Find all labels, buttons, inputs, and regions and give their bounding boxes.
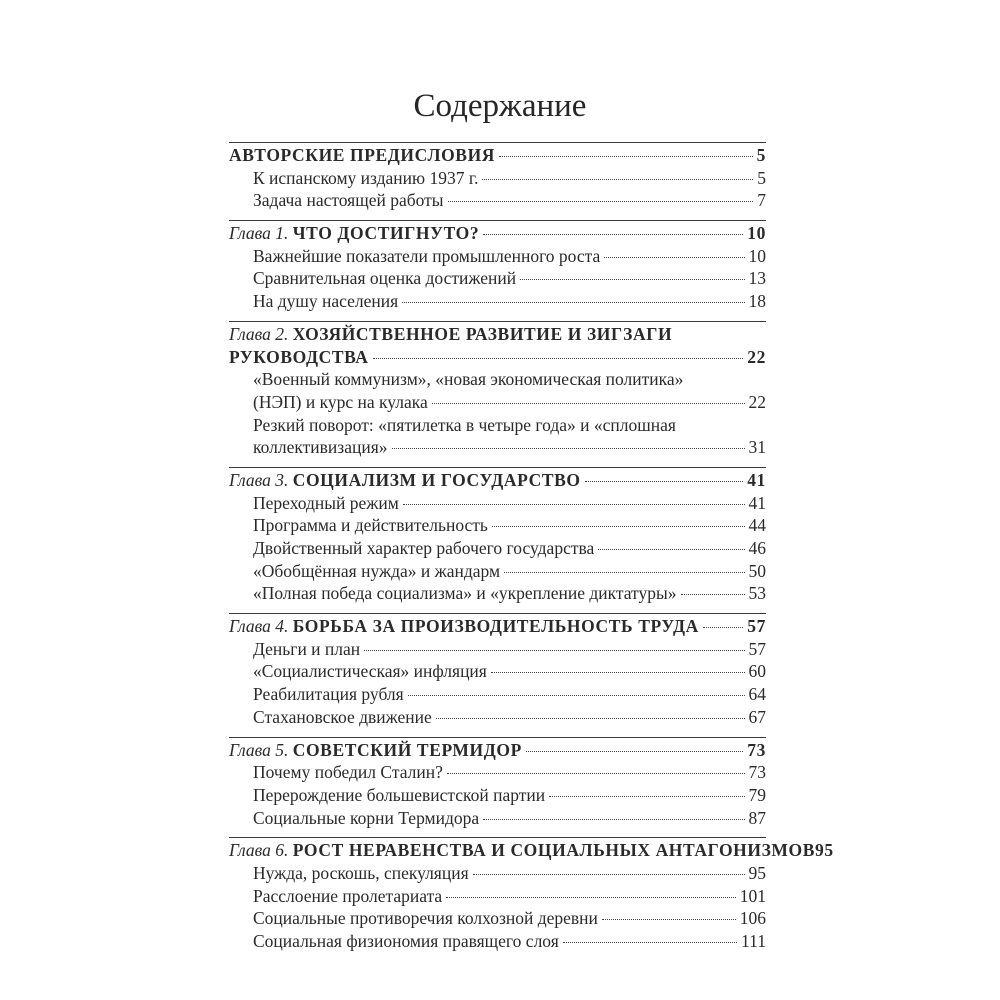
dot-leader (585, 481, 744, 482)
toc-item[interactable] (229, 436, 766, 459)
toc-entry-text (253, 683, 404, 706)
toc-entry-text (253, 290, 398, 313)
chapter-title: РУКОВОДСТВА (229, 346, 369, 367)
subsection-title: Расслоение пролетариата (253, 885, 443, 906)
page-number: 10 (747, 223, 766, 244)
subsection-title: (НЭП) и курс на кулака (253, 391, 428, 412)
page-number: 95 (815, 840, 834, 861)
subsection-title: Деньги и план (253, 638, 361, 659)
dot-leader (403, 504, 745, 505)
chapter-title: ХОЗЯЙСТВЕННОЕ РАЗВИТИЕ И ЗИГЗАГИ (292, 323, 673, 344)
toc-line (253, 706, 766, 729)
subsection-title: Переходный режим (253, 492, 399, 513)
subsection-title: Программа и действительность (253, 515, 488, 536)
dot-leader (483, 234, 743, 235)
toc-line (229, 615, 766, 638)
dot-leader (373, 358, 744, 359)
toc-entry-text (229, 222, 479, 245)
toc-heading[interactable] (229, 222, 766, 245)
toc-item[interactable] (229, 167, 766, 190)
dot-leader (447, 773, 745, 774)
toc-item[interactable] (229, 706, 766, 729)
toc-entry-text (253, 267, 516, 290)
toc-line (253, 683, 766, 706)
page-number: 87 (748, 807, 766, 828)
chapter-title: АВТОРСКИЕ ПРЕДИСЛОВИЯ (229, 145, 496, 165)
toc-section (229, 837, 834, 952)
toc-section (229, 467, 766, 605)
toc-item[interactable] (229, 660, 766, 683)
page-number: 95 (748, 862, 766, 883)
dot-leader (483, 819, 744, 820)
toc-entry-text (253, 167, 478, 190)
page-number: 60 (748, 661, 766, 682)
toc-item[interactable] (229, 638, 766, 661)
toc-entry-text (253, 907, 598, 930)
toc-entry-text (229, 739, 522, 762)
subsection-title: Сравнительная оценка достижений (253, 268, 517, 289)
toc-entry-text (229, 346, 369, 369)
toc-item[interactable] (229, 761, 766, 784)
subsection-title: К испанскому изданию 1937 г. (253, 167, 479, 188)
page-number: 5 (756, 145, 766, 165)
toc-item[interactable] (229, 930, 766, 953)
toc-heading[interactable] (229, 346, 766, 369)
page-number: 67 (748, 706, 766, 727)
page-number: 101 (739, 885, 766, 906)
dot-leader (432, 403, 745, 404)
dot-leader (402, 302, 744, 303)
toc-entry-text (253, 245, 600, 268)
toc-heading[interactable] (229, 144, 766, 167)
chapter-title: ЧТО ДОСТИГНУТО? (292, 223, 480, 244)
dot-leader (482, 179, 753, 180)
toc-line (229, 346, 766, 369)
toc-item[interactable] (229, 885, 766, 908)
page-number: 31 (748, 437, 766, 458)
toc-item[interactable] (229, 414, 766, 437)
page-number: 10 (748, 245, 766, 266)
dot-leader (504, 572, 744, 573)
subsection-title: Задача настоящей работы (253, 190, 444, 211)
page-number: 50 (748, 560, 766, 581)
chapter-number: Глава 4. (229, 616, 293, 637)
toc-line (253, 638, 766, 661)
page-title: Содержание (413, 88, 587, 124)
toc-line (253, 930, 766, 953)
toc-item[interactable] (229, 807, 766, 830)
toc-item[interactable] (229, 514, 766, 537)
toc-entry-text (229, 839, 815, 862)
toc-line (229, 469, 766, 492)
page-number: 111 (741, 931, 766, 951)
toc-heading[interactable] (229, 839, 834, 862)
toc-heading[interactable] (229, 615, 766, 638)
toc-entry-text (253, 492, 399, 515)
toc-item[interactable] (229, 290, 766, 313)
toc-line (229, 222, 766, 245)
toc-item[interactable] (229, 267, 766, 290)
toc-entry-text (253, 436, 388, 459)
toc-line (253, 761, 766, 784)
chapter-title: СОЦИАЛИЗМ И ГОСУДАРСТВО (292, 469, 581, 490)
toc-section (229, 142, 766, 212)
toc-line (253, 245, 766, 268)
toc-heading[interactable] (229, 323, 766, 346)
toc-line (253, 436, 766, 459)
chapter-number: Глава 6. (229, 840, 293, 861)
dot-leader (681, 594, 745, 595)
toc-item[interactable] (229, 492, 766, 515)
toc-line (253, 885, 766, 908)
toc-section (229, 737, 766, 830)
toc-line (253, 290, 766, 313)
dot-leader (491, 672, 745, 673)
toc-entry-text (253, 368, 683, 391)
subsection-title: Почему победил Сталин? (253, 762, 443, 783)
toc-section (229, 321, 766, 459)
subsection-title: «Социалистическая» инфляция (253, 661, 487, 682)
chapter-number: Глава 1. (229, 223, 293, 244)
chapter-number: Глава 2. (229, 323, 293, 344)
toc-item[interactable] (229, 582, 766, 605)
page-number: 13 (748, 268, 766, 289)
toc-entry-text (253, 807, 479, 830)
subsection-title: Нужда, роскошь, спекуляция (253, 862, 469, 883)
chapter-title: СОВЕТСКИЙ ТЕРМИДОР (292, 739, 522, 760)
page-number: 64 (748, 684, 766, 705)
page-number: 5 (757, 167, 766, 188)
toc-section (229, 220, 766, 313)
toc-line (253, 560, 766, 583)
toc-line (253, 189, 766, 212)
toc-item[interactable] (229, 784, 766, 807)
toc-entry-text (253, 189, 444, 212)
page-number: 22 (747, 346, 766, 367)
subsection-title: Резкий поворот: «пятилетка в четыре года» и «сплошная (253, 414, 676, 435)
dot-leader (392, 448, 745, 449)
toc-line (229, 144, 766, 167)
toc-entry-text (253, 414, 676, 437)
toc-entry-text (253, 761, 443, 784)
chapter-number: Глава 3. (229, 469, 293, 490)
toc-line (229, 323, 766, 346)
toc-entry-text (229, 323, 672, 346)
toc-entry-text (253, 706, 432, 729)
dot-leader (446, 897, 736, 898)
toc-entry-text (229, 469, 581, 492)
page-number: 53 (748, 583, 766, 604)
toc-item[interactable] (229, 683, 766, 706)
page-number: 73 (747, 739, 766, 760)
toc-item[interactable] (229, 862, 766, 885)
toc-line (253, 514, 766, 537)
dot-leader (598, 549, 744, 550)
chapter-title: РОСТ НЕРАВЕНСТВА И СОЦИАЛЬНЫХ АНТАГОНИЗМОВ (292, 840, 816, 861)
page-number: 79 (748, 784, 766, 805)
subsection-title: Реабилитация рубля (253, 684, 404, 705)
page-number: 106 (739, 908, 766, 929)
dot-leader (364, 650, 744, 651)
page-number: 41 (747, 469, 766, 490)
subsection-title: Перерождение большевистской партии (253, 784, 546, 805)
dot-leader (549, 796, 744, 797)
table-of-contents (229, 142, 834, 961)
subsection-title: «Обобщённая нужда» и жандарм (253, 560, 501, 581)
subsection-title: «Полная победа социализма» и «укрепление диктатуры» (253, 583, 677, 604)
page-number: 57 (747, 616, 766, 637)
subsection-title: Стахановское движение (253, 706, 432, 727)
subsection-title: Социальные корни Термидора (253, 807, 480, 828)
page-number: 57 (748, 638, 766, 659)
toc-item[interactable] (229, 189, 766, 212)
toc-entry-text (253, 660, 487, 683)
dot-leader (448, 201, 754, 202)
toc-entry-text (253, 537, 594, 560)
page-number: 41 (748, 492, 766, 513)
toc-entry-text (229, 144, 495, 167)
toc-entry-text (253, 514, 488, 537)
toc-line (253, 391, 766, 414)
chapter-title: БОРЬБА ЗА ПРОИЗВОДИТЕЛЬНОСТЬ ТРУДА (292, 616, 699, 637)
subsection-title: Социальные противоречия колхозной деревни (253, 908, 598, 929)
dot-leader (408, 695, 745, 696)
page-number: 73 (748, 762, 766, 783)
toc-entry-text (253, 930, 559, 953)
toc-entry-text (253, 391, 428, 414)
toc-heading[interactable] (229, 469, 766, 492)
toc-entry-text (253, 862, 469, 885)
toc-item[interactable] (229, 245, 766, 268)
toc-item[interactable] (229, 560, 766, 583)
toc-entry-text (253, 885, 442, 908)
page-number: 18 (748, 291, 766, 312)
toc-entry-text (253, 638, 360, 661)
toc-line (253, 807, 766, 830)
toc-line (229, 739, 766, 762)
toc-line (253, 862, 766, 885)
page-number: 44 (748, 515, 766, 536)
toc-line (253, 267, 766, 290)
dot-leader (563, 942, 737, 943)
toc-entry-text (253, 582, 677, 605)
toc-line (253, 907, 766, 930)
dot-leader (492, 526, 745, 527)
toc-heading[interactable] (229, 739, 766, 762)
toc-line (253, 492, 766, 515)
subsection-title: Важнейшие показатели промышленного роста (253, 245, 601, 266)
dot-leader (473, 874, 745, 875)
toc-entry-text (229, 615, 699, 638)
toc-entry-text (253, 784, 545, 807)
toc-line (253, 660, 766, 683)
dot-leader (604, 257, 744, 258)
dot-leader (703, 627, 743, 628)
toc-item[interactable] (229, 391, 766, 414)
subsection-title: «Военный коммунизм», «новая экономическая политика» (253, 369, 684, 390)
subsection-title: На душу населения (253, 291, 399, 312)
chapter-number: Глава 5. (229, 739, 293, 760)
page-number: 7 (757, 190, 766, 211)
toc-line (253, 784, 766, 807)
page-number: 46 (748, 538, 766, 558)
toc-item[interactable] (229, 907, 766, 930)
dot-leader (602, 919, 736, 920)
toc-line (253, 368, 766, 391)
subsection-title: Социальная физиономия правящего слоя (253, 931, 559, 951)
dot-leader (526, 751, 743, 752)
toc-item[interactable] (229, 368, 766, 391)
toc-item[interactable] (229, 537, 766, 560)
toc-line (253, 167, 766, 190)
subsection-title: Двойственный характер рабочего государства (253, 538, 595, 558)
toc-line (253, 537, 766, 560)
toc-line (253, 414, 766, 437)
toc-section (229, 613, 766, 728)
page-number: 22 (748, 391, 766, 412)
toc-line (253, 582, 766, 605)
dot-leader (436, 718, 745, 719)
toc-line (229, 839, 834, 862)
subsection-title: коллективизация» (253, 437, 388, 458)
dot-leader (520, 279, 744, 280)
toc-entry-text (253, 560, 500, 583)
dot-leader (499, 156, 753, 157)
